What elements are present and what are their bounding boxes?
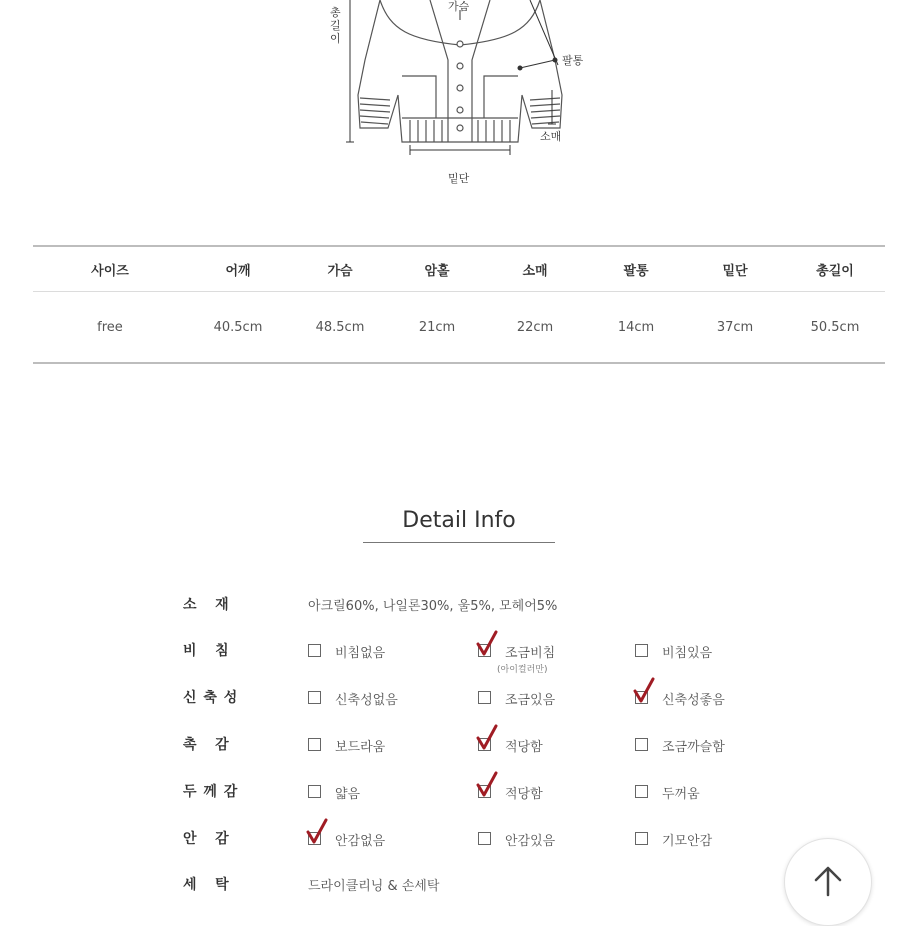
sleeve-label: 소매 bbox=[540, 130, 562, 143]
header-shoulder: 어깨 bbox=[225, 263, 251, 279]
detail-info-title: Detail Info bbox=[402, 508, 516, 533]
detail-row-lining bbox=[183, 828, 783, 852]
table-bottom-rule bbox=[33, 362, 885, 364]
checkmark-icon bbox=[476, 771, 498, 799]
checkbox bbox=[635, 644, 648, 657]
cell-size: free bbox=[97, 319, 123, 335]
checkbox bbox=[308, 785, 321, 798]
material-label: 소 재 bbox=[183, 597, 230, 613]
option-label: 기모안감 bbox=[662, 834, 713, 849]
option-label: 보드라움 bbox=[335, 740, 386, 755]
checkbox bbox=[635, 738, 648, 751]
option-label: 얇음 bbox=[335, 787, 361, 802]
option-label: 적당함 bbox=[505, 740, 543, 755]
checkbox bbox=[635, 832, 648, 845]
washing-label: 세 탁 bbox=[183, 877, 230, 893]
header-chest: 가슴 bbox=[327, 263, 353, 279]
option-label: 적당함 bbox=[505, 787, 543, 802]
option-sublabel: (아이컬러만) bbox=[497, 665, 548, 675]
option-label: 비침있음 bbox=[662, 646, 713, 661]
header-size: 사이즈 bbox=[91, 263, 129, 279]
option-label: 안감없음 bbox=[335, 834, 386, 849]
cardigan-illustration bbox=[320, 0, 600, 190]
sheerness-label: 비 침 bbox=[183, 643, 230, 659]
checkmark-icon bbox=[633, 677, 655, 705]
material-row bbox=[183, 594, 783, 618]
header-sleeve: 소매 bbox=[522, 263, 548, 279]
total-length-label: 총길이 bbox=[330, 6, 341, 45]
table-header-row bbox=[33, 247, 885, 291]
header-arm-width: 팔통 bbox=[623, 263, 649, 279]
option-label: 비침없음 bbox=[335, 646, 386, 661]
size-table bbox=[33, 245, 885, 364]
header-hem: 밑단 bbox=[722, 263, 748, 279]
cell-armhole: 21cm bbox=[418, 319, 456, 335]
detail-row-stretch bbox=[183, 687, 783, 711]
washing-row bbox=[183, 874, 783, 898]
arm-width-label: 팔통 bbox=[562, 54, 584, 67]
checkbox bbox=[308, 691, 321, 704]
garment-diagram bbox=[320, 0, 600, 190]
checkmark-icon bbox=[476, 724, 498, 752]
lining-label: 안 감 bbox=[183, 831, 230, 847]
cell-hem: 37cm bbox=[716, 319, 754, 335]
checkbox bbox=[308, 738, 321, 751]
checkbox bbox=[635, 785, 648, 798]
cell-sleeve: 22cm bbox=[516, 319, 554, 335]
hem-label: 밑단 bbox=[448, 172, 470, 185]
material-value: 아크릴60%, 나일론30%, 울5%, 모헤어5% bbox=[308, 599, 558, 614]
thickness-label: 두 께 감 bbox=[183, 784, 239, 800]
checkbox bbox=[478, 832, 491, 845]
washing-value: 드라이클리닝 & 손세탁 bbox=[308, 879, 440, 894]
detail-row-texture bbox=[183, 734, 783, 758]
header-total-length: 총길이 bbox=[816, 263, 854, 279]
option-label: 조금있음 bbox=[505, 693, 556, 708]
option-label: 안감있음 bbox=[505, 834, 556, 849]
option-label: 두꺼움 bbox=[662, 787, 700, 802]
option-label: 신축성없음 bbox=[335, 693, 398, 708]
chest-label: 가슴 bbox=[448, 0, 470, 13]
option-label: 신축성좋음 bbox=[662, 693, 725, 708]
detail-row-thickness bbox=[183, 781, 783, 805]
cell-total-length: 50.5cm bbox=[810, 319, 860, 335]
scroll-to-top-button[interactable] bbox=[784, 838, 872, 926]
cell-arm-width: 14cm bbox=[617, 319, 655, 335]
cell-chest: 48.5cm bbox=[315, 319, 365, 335]
texture-label: 촉 감 bbox=[183, 737, 230, 753]
stretch-label: 신 축 성 bbox=[183, 690, 239, 706]
checkmark-icon bbox=[306, 818, 328, 846]
arrow-up-icon bbox=[813, 865, 843, 897]
header-armhole: 암홀 bbox=[424, 263, 450, 279]
checkbox bbox=[308, 644, 321, 657]
detail-title-underline bbox=[363, 542, 555, 543]
detail-row-sheerness bbox=[183, 640, 783, 675]
option-label: 조금비침 bbox=[505, 646, 556, 661]
checkmark-icon bbox=[476, 630, 498, 658]
cell-shoulder: 40.5cm bbox=[213, 319, 263, 335]
checkbox bbox=[478, 691, 491, 704]
table-row bbox=[33, 292, 885, 362]
option-label: 조금까슬함 bbox=[662, 740, 725, 755]
